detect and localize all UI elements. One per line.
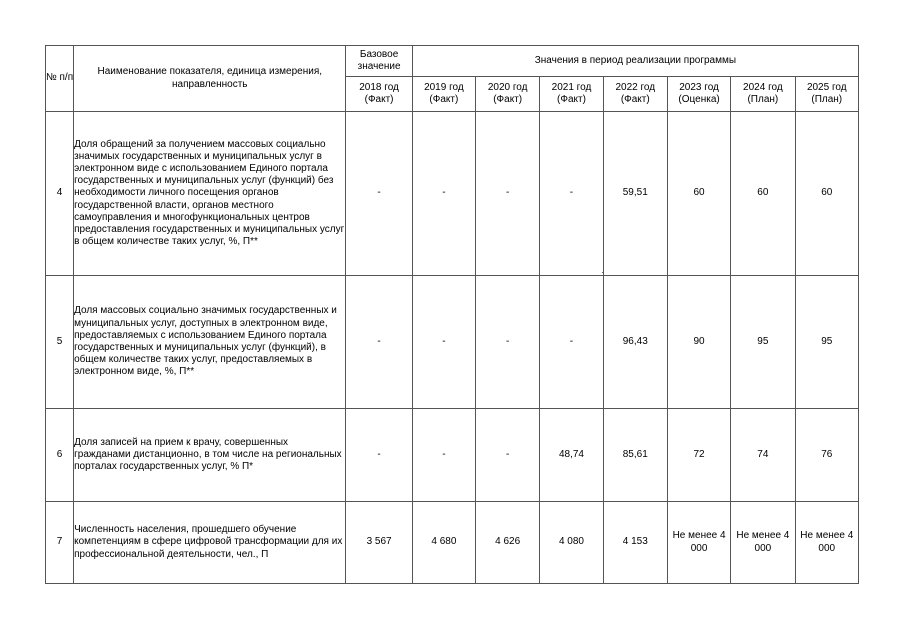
row-number: 4 [46,112,74,276]
value-cell: 95 [795,276,858,409]
value-cell: 72 [667,409,730,502]
value-cell: - [476,276,540,409]
value-cell: - [346,112,412,276]
indicator-name: Доля массовых социально значимых государственных и муниципальных услуг, доступных в электронном виде, предоставляемых с использованием Единого портала государственных и муниципальных услуг (функций), в общем количестве таких услуг, предоставляемых в электронном виде, %, П** [74,276,346,409]
indicators-table [45,45,859,584]
value-cell: 59,51 [603,112,667,276]
value-cell: 60 [795,112,858,276]
value-cell: 4 626 [476,502,540,584]
table-row [46,276,859,409]
value-cell: Не менее 4 000 [795,502,858,584]
value-cell: 4 153 [603,502,667,584]
row-number: 6 [46,409,74,502]
table-row [46,502,859,584]
value-cell: Не менее 4 000 [731,502,795,584]
value-cell: - [476,112,540,276]
stray-dot [602,272,603,273]
value-cell: 90 [667,276,730,409]
table-row [46,409,859,502]
header-indicator-name: Наименование показателя, единица измерения, направленность [74,46,346,112]
header-year-2019: 2019 год (Факт) [412,77,475,112]
value-cell: 60 [667,112,730,276]
value-cell: Не менее 4 000 [667,502,730,584]
value-cell: 4 680 [412,502,475,584]
header-year-2022: 2022 год (Факт) [603,77,667,112]
indicator-name: Доля записей на прием к врачу, совершенных гражданами дистанционно, в том числе на региональных порталах государственных услуг, % П* [74,409,346,502]
value-cell: 76 [795,409,858,502]
value-cell: - [412,409,475,502]
value-cell: 74 [731,409,795,502]
value-cell: - [346,409,412,502]
value-cell: - [476,409,540,502]
header-year-2024: 2024 год (План) [731,77,795,112]
row-number: 5 [46,276,74,409]
value-cell: - [346,276,412,409]
value-cell: - [412,276,475,409]
header-base-value: Базовое значение [346,46,412,77]
value-cell: 4 080 [540,502,603,584]
value-cell: 60 [731,112,795,276]
indicator-name: Численность населения, прошедшего обучение компетенциям в сфере цифровой трансформации для их профессиональной деятельности, чел., П [74,502,346,584]
header-num: № п/п [46,46,74,112]
header-year-2018: 2018 год (Факт) [346,77,412,112]
header-program-period: Значения в период реализации программы [412,46,858,77]
value-cell: 85,61 [603,409,667,502]
header-year-2020: 2020 год (Факт) [476,77,540,112]
value-cell: 3 567 [346,502,412,584]
header-year-2021: 2021 год (Факт) [540,77,603,112]
value-cell: 48,74 [540,409,603,502]
row-number: 7 [46,502,74,584]
value-cell: - [412,112,475,276]
value-cell: - [540,276,603,409]
value-cell: - [540,112,603,276]
table-row [46,112,859,276]
header-year-2023: 2023 год (Оценка) [667,77,730,112]
header-year-2025: 2025 год (План) [795,77,858,112]
indicator-name: Доля обращений за получением массовых социально значимых государственных и муниципальных услуг в электронном виде с использованием Единого портала государственных и муниципальных услуг (функций) без необходимости личного посещения органов государственной власти, органов местного самоуправления и многофункциональных центров предоставления государственных и муниципальных услуг в общем количестве таких услуг, %, П** [74,112,346,276]
value-cell: 95 [731,276,795,409]
value-cell: 96,43 [603,276,667,409]
